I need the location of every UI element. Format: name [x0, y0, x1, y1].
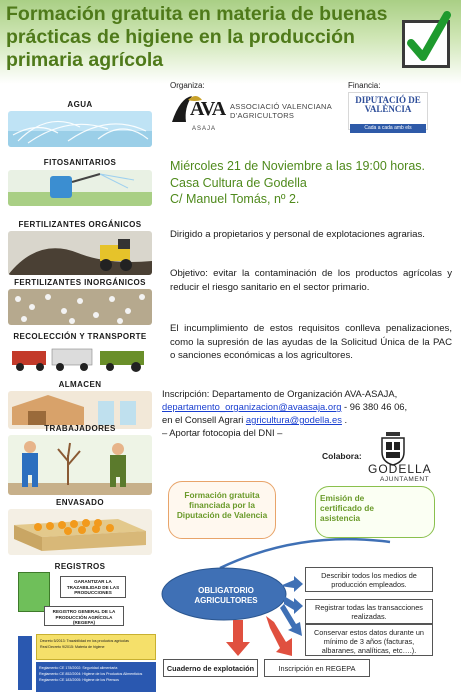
event-address: C/ Manuel Tomás, nº 2. [170, 192, 300, 206]
registrar-transacciones-box: Registrar todas las transacciones realizadas. [305, 599, 433, 624]
registration-line-1: Inscripción: Departamento de Organización AVA-ASAJA, [162, 388, 398, 399]
regulations-panel [18, 634, 158, 694]
checkbox-icon [402, 20, 450, 68]
category-label: FERTILIZANTES ORGÁNICOS [18, 220, 142, 229]
cuaderno-explotacion-box: Cuaderno de explotación [163, 659, 258, 677]
connector-curve [220, 539, 390, 568]
page-title: Formación gratuita en materia de buenas prácticas de higiene en la producción primaria agrícola [6, 3, 388, 71]
water-sprinkler-image [8, 111, 152, 147]
ava-org-sub: ASAJA [192, 126, 217, 132]
sprayer-image [8, 170, 152, 206]
describir-medios-box: Describir todos los medios de producción empleados. [305, 567, 433, 592]
colabora-label: Colabora: [322, 451, 362, 461]
inorganic-fertilizer-image [8, 289, 152, 325]
diputacio-tagline: Cada a cada amb els Ajuntaments [350, 124, 426, 133]
regulation-line: Reglamento CE 183/2005: Higiene de los Piensos [39, 678, 119, 682]
inscripcion-regepa-box: Inscripción en REGEPA [264, 659, 370, 677]
email-link-ava[interactable]: departamento_organizacion@avaasaja.org [162, 401, 342, 412]
regulation-block-2 [36, 662, 156, 692]
consell-text: en el Consell Agrari [162, 414, 246, 425]
regulation-line: Decreto 5/2013: Trazabilidad en los productos agrícolas [40, 639, 129, 643]
emision-certificado-text: Emisión de certificado de asistencia [320, 493, 374, 524]
diputacio-name: DIPUTACIÓ DE VALÈNCIA [355, 95, 421, 114]
packaging-image [8, 509, 152, 555]
registration-info [162, 387, 458, 439]
regulation-line: Real Decreto 9/2015: Materia de higiene [40, 645, 105, 649]
category-label: RECOLECCIÓN Y TRANSPORTE [13, 332, 147, 341]
event-details [170, 158, 455, 208]
target-audience-text: Dirigido a propietarios y personal de explotaciones agrarias. [170, 229, 425, 240]
obligatorio-text: OBLIGATORIO AGRICULTORES [194, 586, 258, 605]
category-label: AGUA [67, 100, 93, 109]
arrow-down-2 [266, 616, 292, 656]
godella-shield-icon [376, 430, 410, 466]
registration-line-2 [162, 400, 458, 413]
regulation-line: Reglamento CE 852/2004: Higiene de los Productos Alimenticios [39, 672, 143, 676]
category-column [4, 100, 156, 696]
workers-image [8, 435, 152, 495]
formacion-gratuita-text: Formación gratuita financiada por la Diputación de Valencia [176, 490, 268, 521]
conservar-datos-box: Conservar estos datos durante un mínimo de 3 años (facturas, albaranes, analíticas, etc….). [305, 624, 433, 656]
registros-trazabilidad-box: GARANTIZAR LA TRAZABILIDAD DE LAS PRODUCCIONES [60, 576, 126, 598]
email-link-godella[interactable]: agricultura@godella.es [245, 414, 342, 425]
blue-arrows [280, 576, 303, 636]
godella-sub: AJUNTAMENT [380, 476, 430, 483]
penalty-text: El incumplimiento de estos requisitos conlleva penalizaciones, como la supresión de las ayudas de la Solicitud Única de la PAC o sanciones económicas a los agricultores. [170, 323, 452, 361]
event-date: Miércoles 21 de Noviembre a las 19:00 horas. [170, 159, 425, 173]
event-venue: Casa Cultura de Godella [170, 175, 307, 190]
registration-line-3 [162, 413, 458, 426]
financia-label: Financia: [348, 81, 381, 90]
transport-image [8, 343, 152, 373]
godella-name: GODELLA [368, 462, 432, 476]
category-label: FITOSANITARIOS [43, 158, 117, 167]
ava-org-name: ASSOCIACIÓ VALENCIANA D'AGRICULTORS [230, 102, 332, 120]
red-arrows [226, 616, 292, 656]
registros-regepa-box: REGISTRO GENERAL DE LA PRODUCCIÓN AGRÍCOLA (REGEPA) [44, 606, 124, 626]
objective-text: Objetivo: evitar la contaminación de los productos agrícolas y reducir el riesgo sanitario en el sector primario. [170, 268, 452, 293]
regulation-block-1 [36, 634, 156, 660]
category-label: ALMACEN [58, 380, 102, 389]
category-label: ENVASADO [56, 498, 104, 507]
category-label: TRABAJADORES [44, 424, 116, 433]
organic-fertilizer-image [8, 231, 152, 275]
arrow-down-1 [226, 620, 250, 656]
category-label: FERTILIZANTES INORGÁNICOS [14, 278, 146, 287]
registration-line-4: – Aportar fotocopia del DNI – [162, 427, 283, 438]
phone-number: - 96 380 46 06, [341, 401, 408, 412]
regulation-line: Reglamento CE 178/2002: Seguridad alimentaria [39, 666, 118, 670]
category-label: REGISTROS [54, 562, 106, 571]
eu-flag-icon [18, 636, 32, 690]
header-banner [0, 0, 461, 84]
period-text: . [341, 414, 348, 425]
organiza-label: Organiza: [170, 81, 205, 90]
ava-logo-text: AVA [190, 98, 226, 120]
